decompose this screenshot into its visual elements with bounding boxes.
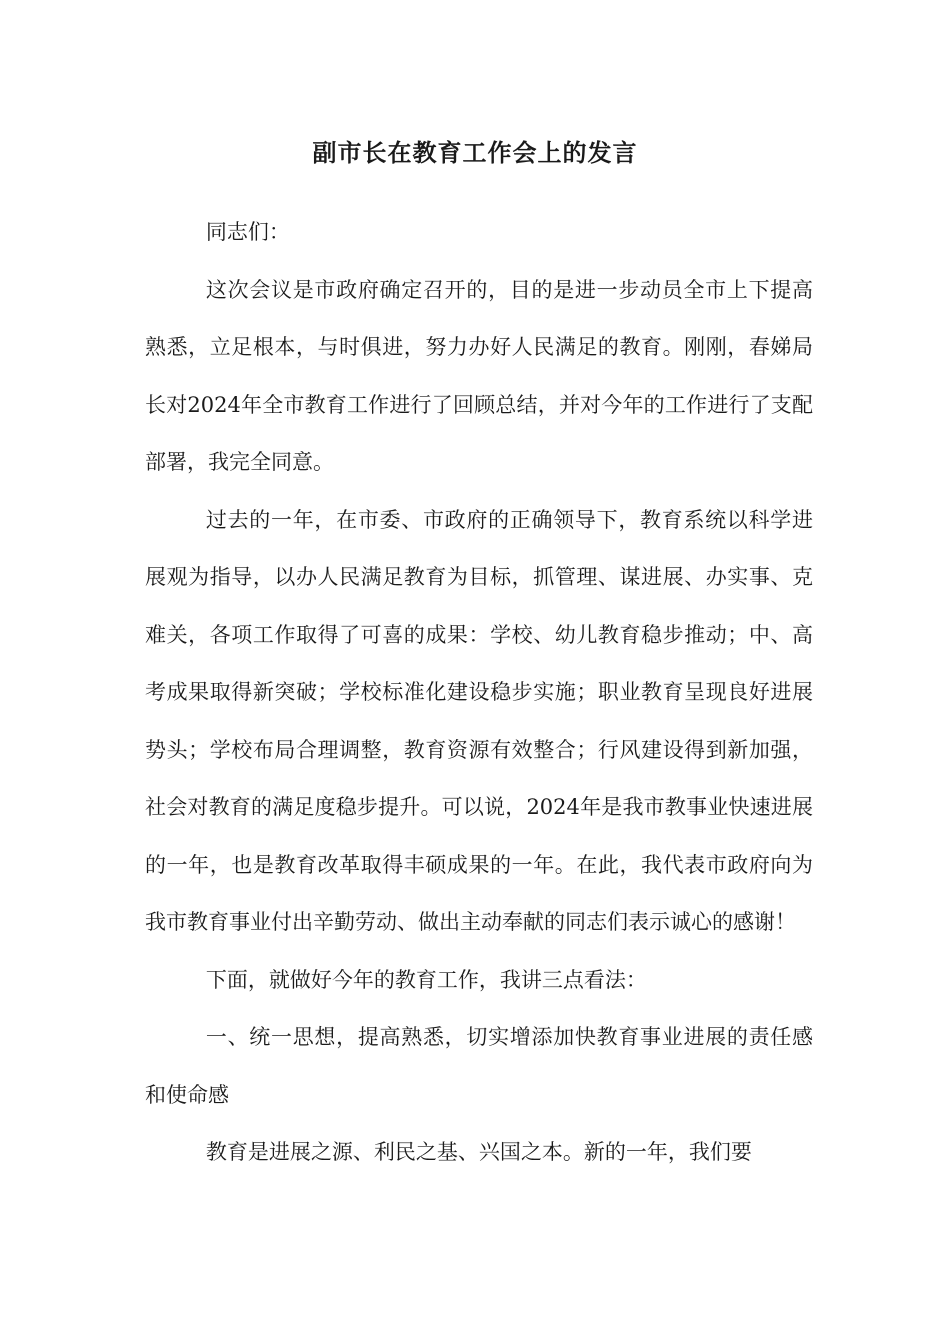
document-title: 副市长在教育工作会上的发言 bbox=[312, 138, 638, 167]
paragraph-education-importance: 教育是进展之源、利民之基、兴国之本。新的一年，我们要 bbox=[205, 1140, 752, 1164]
paragraph-salutation: 同志们： bbox=[205, 220, 290, 244]
paragraph-three-points-intro: 下面，就做好今年的教育工作，我讲三点看法： bbox=[205, 967, 647, 992]
document-body bbox=[145, 204, 813, 1182]
paragraph-meeting-purpose: 这次会议是市政府确定召开的，目的是进一步动员全市上下提高熟悉，立足根本，与时俱进，努力办好人民满足的教育。刚刚，春娣局长对2024年全市教育工作进行了回顾总结，并对今年的工作进行了支配部署，我完全同意。 bbox=[145, 277, 813, 474]
paragraph-past-year-review: 过去的一年，在市委、市政府的正确领导下，教育系统以科学进展观为指导，以办人民满足教育为目标，抓管理、谋进展、办实事、克难关，各项工作取得了可喜的成果：学校、幼儿教育稳步推动；中、高考成果取得新突破；学校标准化建设稳步实施；职业教育呈现良好进展势头；学校布局合理调整，教育资源有效整合；行风建设得到新加强，社会对教育的满足度稳步提升。可以说，2024年是我市教事业快速进展的一年，也是教育改革取得丰硕成果的一年。在此，我代表市政府向为我市教育事业付出辛勤劳动、做出主动奉献的同志们表示诚心的感谢！ bbox=[145, 507, 813, 934]
paragraph-section-one-heading: 一、统一思想，提高熟悉，切实增添加快教育事业进展的责任感和使命感 bbox=[145, 1025, 813, 1107]
